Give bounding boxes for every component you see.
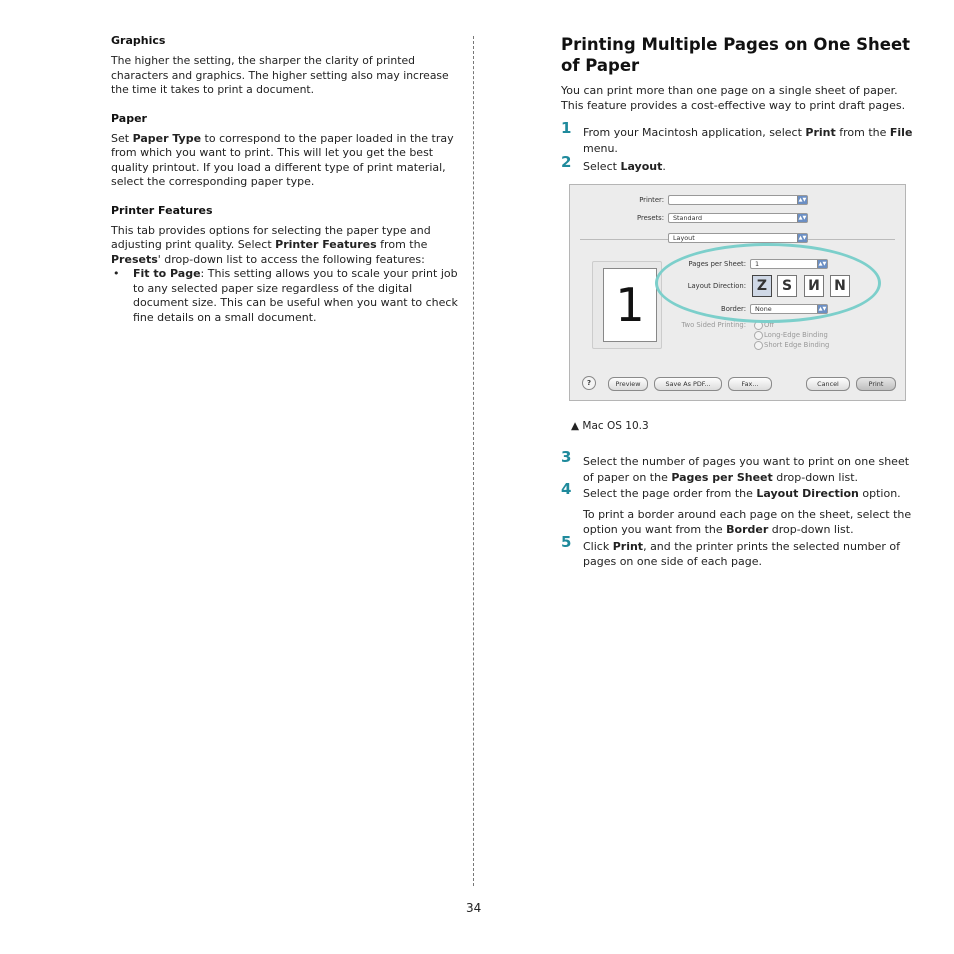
direction-z-icon[interactable]: Z (752, 275, 772, 297)
intro-text: You can print more than one page on a single sheet of paper. This feature provides a cost-effective way to print draft pages. (561, 84, 906, 112)
step-4-border-note: To print a border around each page on the sheet, select the option you want from the Border drop-down list. (583, 507, 912, 536)
step-5: 5 Click Print, and the printer prints the selected number of pages on one side of each page. (561, 532, 901, 568)
pages-per-sheet-select[interactable]: 1 ▲▼ (750, 259, 828, 269)
panel-select[interactable]: Layout ▲▼ (668, 233, 808, 243)
fax-button[interactable]: Fax... (728, 377, 772, 391)
step-1: 1 From your Macintosh application, select Print from the File menu. (561, 119, 913, 155)
paper-text: Set Paper Type to correspond to the paper loaded in the tray from which you want to print. This will let you get the best quality printout. If you load a different type of print material, select the corresponding paper type. (111, 131, 454, 188)
printer-features-text: This tab provides options for selecting the paper type and adjusting print quality. Select Printer Features from the Presets' drop-down list to access the following features: (111, 223, 431, 266)
step-4: 4 Select the page order from the Layout Direction option. (561, 480, 901, 500)
print-button[interactable]: Print (856, 377, 896, 391)
printer-label: Printer: (639, 196, 664, 204)
column-divider (473, 36, 474, 886)
step-2: 2 Select Layout. (561, 153, 666, 173)
page-number: 34 (466, 901, 482, 915)
steps-continued (561, 448, 913, 570)
presets-label: Presets: (636, 214, 664, 222)
direction-n-icon[interactable]: N (830, 275, 850, 297)
graphics-heading: Graphics (111, 34, 166, 47)
long-edge-label: Long-Edge Binding (764, 331, 828, 339)
short-edge-label: Short Edge Binding (764, 341, 830, 349)
direction-s-icon[interactable]: S (777, 275, 797, 297)
save-as-pdf-button[interactable]: Save As PDF... (654, 377, 722, 391)
layout-preview-page: 1 (603, 268, 657, 342)
long-edge-radio[interactable] (754, 331, 763, 340)
preview-button[interactable]: Preview (608, 377, 648, 391)
paper-heading: Paper (111, 111, 147, 125)
graphics-text: The higher the setting, the sharper the clarity of printed characters and graphics. The higher setting also may increase the time it takes to print a document. (111, 54, 449, 96)
two-sided-label: Two Sided Printing: (681, 321, 746, 329)
screenshot-caption: ▲ Mac OS 10.3 (571, 420, 649, 432)
pages-per-sheet-label: Pages per Sheet: (688, 260, 746, 268)
bullet-dot: • (113, 267, 120, 280)
direction-reverse-n-icon[interactable]: И (804, 275, 824, 297)
help-button[interactable]: ? (582, 376, 596, 390)
right-column (561, 34, 913, 175)
two-sided-off-label: Off (764, 321, 775, 329)
border-label: Border: (721, 305, 746, 313)
short-edge-radio[interactable] (754, 341, 763, 350)
printer-select[interactable]: ▲▼ (668, 195, 808, 205)
left-column (111, 34, 465, 325)
layout-direction-label: Layout Direction: (687, 282, 746, 290)
highlight-ellipse (655, 243, 881, 323)
step-3: 3 Select the number of pages you want to print on one sheet of paper on the Pages per Sheet drop-down list. (561, 448, 910, 484)
fit-to-page-bullet: • Fit to Page: This setting allows you to scale your print job to any selected paper size regardless of the digital document size. This can be useful when you want to check fine details on a small document. (113, 267, 458, 324)
printer-features-heading: Printer Features (111, 203, 213, 217)
cancel-button[interactable]: Cancel (806, 377, 850, 391)
border-select[interactable]: None ▲▼ (750, 304, 828, 314)
presets-select[interactable]: Standard ▲▼ (668, 213, 808, 223)
section-title: Printing Multiple Pages on One Sheet of Paper (561, 35, 911, 75)
